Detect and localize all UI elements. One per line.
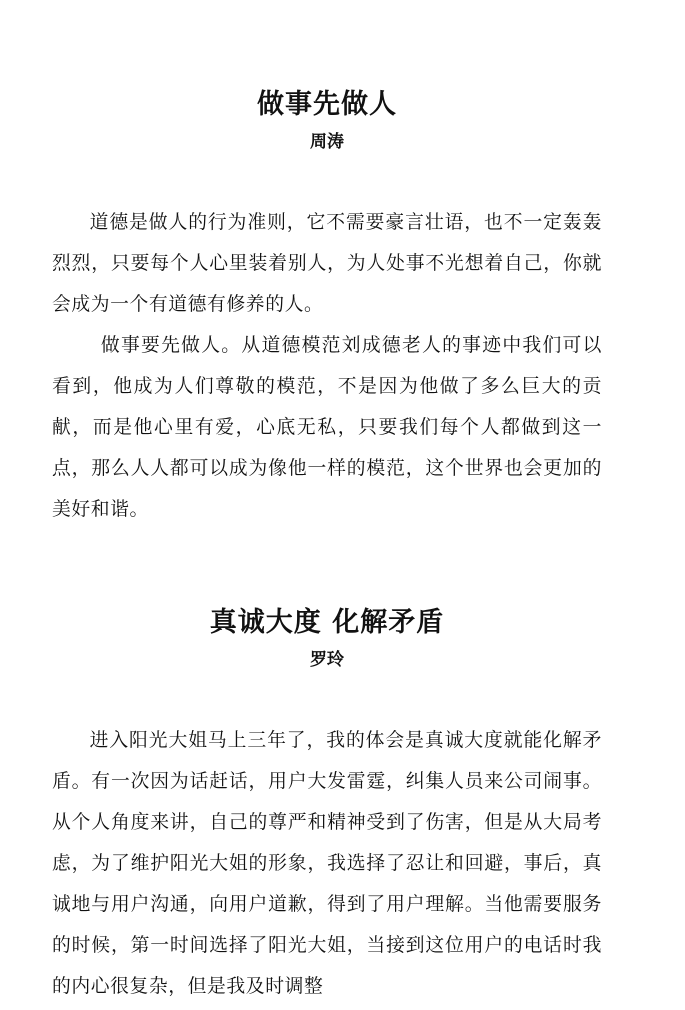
- article-author: 周涛: [310, 132, 344, 152]
- paragraph: 道德是做人的行为准则，它不需要豪言壮语，也不一定轰轰烈烈，只要每个人心里装着别人，为人处事不光想着自己，你就会成为一个有道德有修养的人。: [52, 212, 602, 315]
- paragraph: 进入阳光大姐马上三年了，我的体会是真诚大度就能化解矛盾。有一次因为话赶话，用户大发雷霆，纠集人员来公司闹事。从个人角度来讲，自己的尊严和精神受到了伤害，但是从大局考虑，为了维护阳光大姐的形象，我选择了忍让和回避，事后，真诚地与用户沟通，向用户道歉，得到了用户理解。当他需要服务的时候，第一时间选择了阳光大姐，当接到这位用户的电话时我的内心很复杂，但是我及时调整: [52, 730, 602, 997]
- article-2: [52, 606, 602, 1007]
- article-body: [52, 202, 602, 530]
- paragraph: 做事要先做人。从道德模范刘成德老人的事迹中我们可以看到，他成为人们尊敬的模范，不是因为他做了多么巨大的贡献，而是他心里有爱，心底无私，只要我们每个人都做到这一点，那么人人都可以成为像他一样的模范，这个世界也会更加的美好和谐。: [52, 335, 602, 520]
- article-1: [52, 88, 602, 530]
- article-author: 罗玲: [310, 650, 344, 670]
- article-body: [52, 720, 602, 1007]
- article-title: 真诚大度 化解矛盾: [209, 607, 445, 638]
- article-title: 做事先做人: [257, 89, 397, 120]
